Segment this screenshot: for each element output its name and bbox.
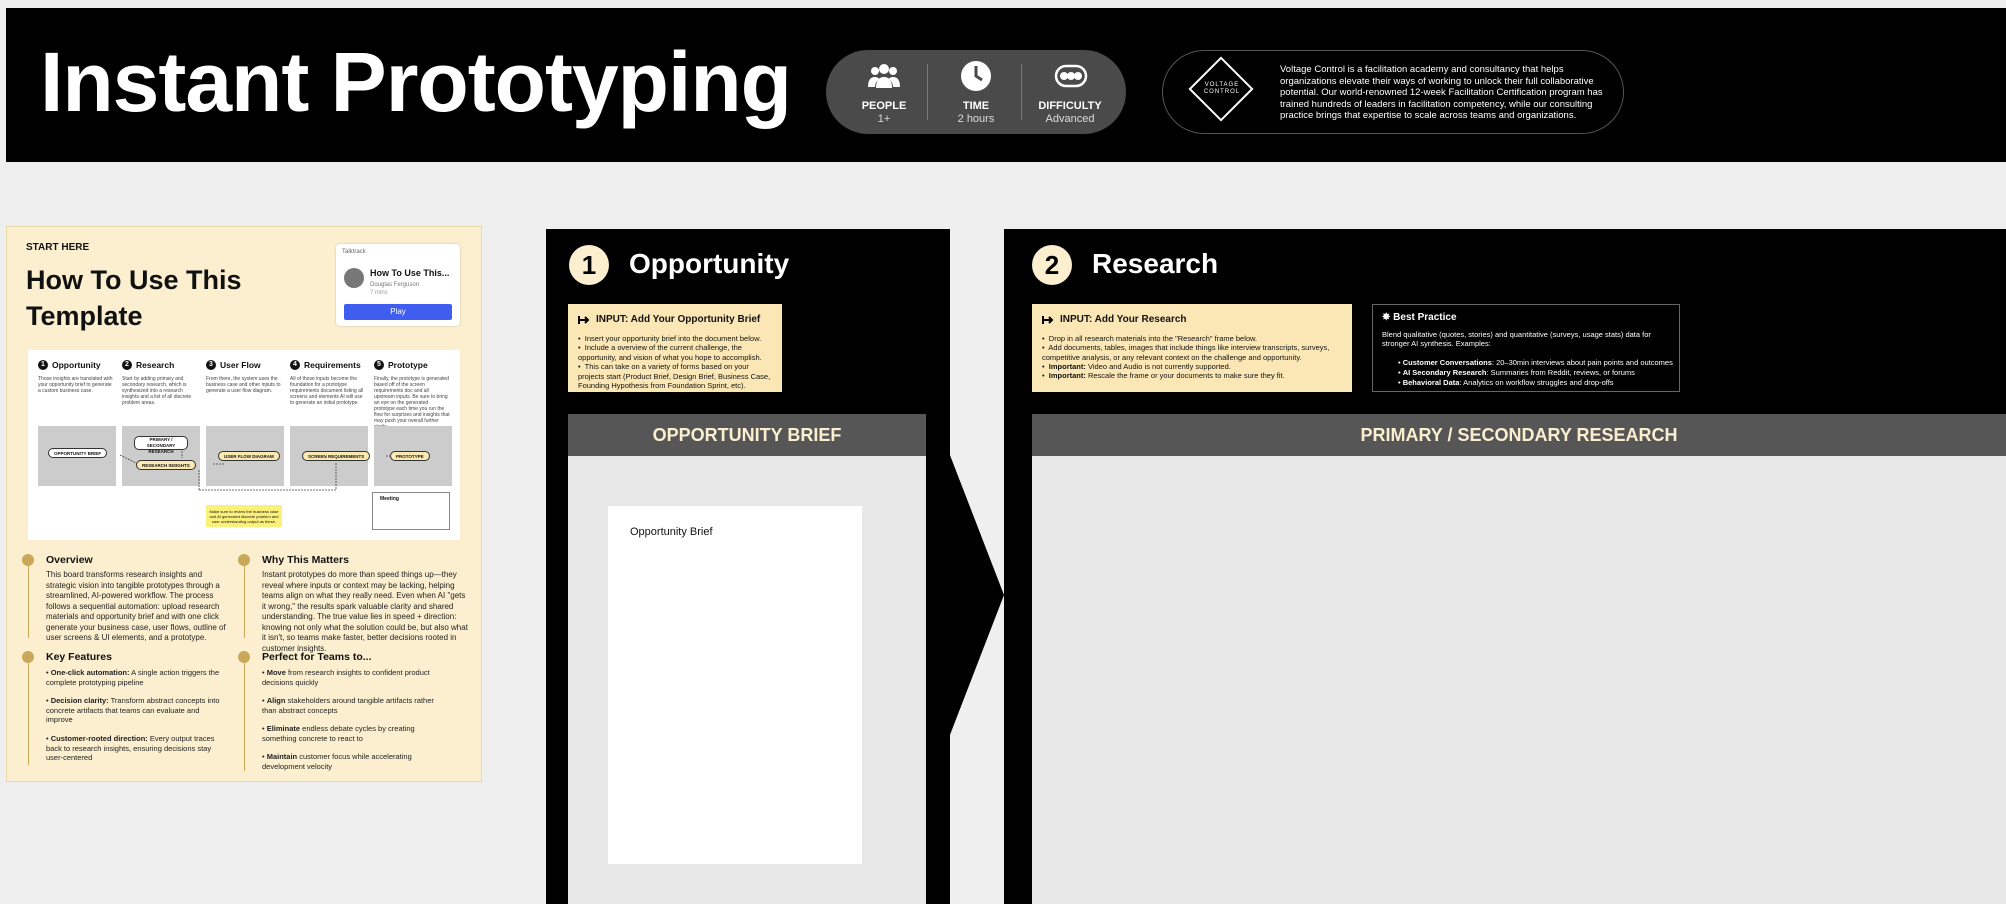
input-heading: INPUT: Add Your Opportunity Brief (578, 314, 760, 325)
input-item: • Important: Rescale the frame or your documents to make sure they fit. (1042, 371, 1285, 380)
input-item: • Important: Video and Audio is not currently supported. (1042, 362, 1231, 371)
opportunity-brief-band: OPPORTUNITY BRIEF (568, 414, 926, 456)
team-item: • Move from research insights to confident product decisions quickly (262, 668, 430, 687)
difficulty-icon (1040, 60, 1102, 92)
divider (1021, 64, 1022, 120)
time-meta (930, 50, 1022, 134)
step-opportunity: 1 Opportunity (38, 360, 101, 370)
research-title: Research (1092, 248, 1219, 279)
doc-thumbnail-title: Meeting (380, 496, 399, 502)
input-item: • Insert your opportunity brief into the document below. (578, 334, 762, 343)
step-research: 2 Research (122, 360, 174, 370)
video-title: How To Use This... (370, 268, 450, 278)
best-practice-text: Blend qualitative (quotes, stories) and quantitative (surveys, usage stats) data for stronger AI synthesis. Examples: (1382, 330, 1651, 348)
step-prototype: 5 Prototype (374, 360, 428, 370)
meta-pill (826, 50, 1126, 134)
step-desc: Finally, the prototype is generated based off of the screen requirements doc and all upstream inputs. Be sure to bring an eye on the generated prototype each time you run the flow for surprises and insights that may push your overall further (374, 376, 450, 424)
bullet-dot (22, 554, 34, 566)
feature-item: • Customer-rooted direction: Every output traces back to research insights, ensuring decisions stay user-centered (46, 734, 215, 762)
step-user-flow: 3 User Flow (206, 360, 261, 370)
flow-node: SCREEN REQUIREMENTS (302, 451, 370, 461)
input-arrow-icon (1042, 315, 1054, 325)
best-practice-item: • Customer Conversations: 20–30min interviews about pain points and outcomes (1398, 358, 1673, 367)
flow-node: PRIMARY / SECONDARY RESEARCH (134, 436, 188, 450)
features-heading: Key Features (46, 651, 112, 663)
step-number-badge: 1 (569, 245, 609, 285)
people-icon (868, 60, 900, 92)
research-band: PRIMARY / SECONDARY RESEARCH (1032, 414, 2006, 456)
flow-node: OPPORTUNITY BRIEF (48, 448, 107, 458)
time-label: TIME (962, 100, 990, 112)
research-drop-area[interactable] (1032, 456, 2006, 904)
timeline-line (244, 663, 245, 771)
people-meta (838, 50, 930, 134)
video-brand: Talktrack (342, 249, 366, 255)
input-item: • Add documents, tables, images that include things like interview transcripts, surveys, competitive analysis, or any relevant context on the challenge and opportunity. (1042, 343, 1330, 362)
how-to-title: How To Use This Template (26, 265, 242, 331)
step-requirements: 4 Requirements (290, 360, 361, 370)
overview-heading: Overview (46, 554, 93, 566)
logo-text: VOLTAGE CONTROL (1203, 82, 1241, 95)
flow-node: USER FLOW DIAGRAM (218, 451, 280, 461)
difficulty-meta (1024, 50, 1116, 134)
teams-heading: Perfect for Teams to... (262, 651, 372, 663)
timeline-line (28, 663, 29, 765)
avatar (344, 268, 364, 288)
team-item: • Align stakeholders around tangible artifacts rather than abstract concepts (262, 696, 434, 715)
why-text: Instant prototypes do more than speed things up—they reveal where inputs or context may be lacking, helping teams align on what they really need. Even when AI "gets it wrong," the results spark valuable clarity and shared understanding. The true value lies in speed + direction: knowing not only what the solution could be, but also what it isn't, so teams make faster, better decisions rooted in customer insights. (262, 570, 468, 653)
step-desc: From there, the system uses the business case and other inputs to generate a user flow diagram. (206, 376, 281, 394)
best-practice-heading: ✸ Best Practice (1382, 312, 1457, 323)
divider (927, 64, 928, 120)
team-item: • Maintain customer focus while accelerating development velocity (262, 752, 412, 771)
best-practice-item: • Behavioral Data: Analytics on workflow struggles and drop-offs (1398, 378, 1614, 387)
difficulty-value: Advanced (1045, 113, 1095, 125)
input-item: • This can take on a variety of forms based on your projects start (Product Brief, Design Brief, Business Case, Founding Hypothesis from Foundation Sprint, etc). (578, 362, 771, 390)
sparkle-icon: ✸ (1382, 312, 1391, 323)
bullet-dot (238, 554, 250, 566)
people-label: PEOPLE (861, 100, 907, 112)
team-item: • Eliminate endless debate cycles by creating something concrete to react to (262, 724, 415, 743)
time-value: 2 hours (957, 113, 995, 125)
difficulty-label: DIFFICULTY (1038, 100, 1102, 112)
feature-item: • One-click automation: A single action triggers the complete prototyping pipeline (46, 668, 220, 687)
video-author: Douglas Ferguson (370, 282, 420, 288)
play-button[interactable]: Play (344, 304, 452, 320)
timeline-line (28, 566, 29, 638)
input-item: • Drop in all research materials into the "Research" frame below. (1042, 334, 1258, 343)
step-desc: All of those inputs become the foundation for a prototype requirements document listing all screens and elements AI will use to generate an initial prototype. (290, 376, 364, 406)
clock-icon (960, 60, 992, 92)
best-practice-item: • AI Secondary Research: Summaries from Reddit, reviews, or forums (1398, 368, 1635, 377)
people-value: 1+ (877, 113, 891, 125)
video-duration: 7 mins (370, 290, 388, 296)
sticky-note: Make sure to review the business case and AI generated discrete problem and user understanding output as these. (206, 505, 282, 527)
overview-text: This board transforms research insights and strategic vision into tangible prototypes through a streamlined, AI-powered workflow. The process follows a sequential automation: upload research materials and opportunity brief and with one click generate your business case, user flows, outline of user screens & UI elements, and a prototype. (46, 570, 226, 642)
step-desc: Start by adding primary and secondary research, which is synthesized into a research insights and a list of all discrete problem areas. (122, 376, 192, 406)
flow-node: PROTOTYPE (390, 451, 430, 461)
step-desc: Those insights are translated with your opportunity brief to generate a custom business case. (38, 376, 113, 394)
input-arrow-icon (578, 315, 590, 325)
start-here-label: START HERE (26, 242, 90, 253)
flow-node: RESEARCH INSIGHTS (136, 460, 196, 470)
bullet-dot (22, 651, 34, 663)
doc-title: Opportunity Brief (630, 526, 713, 538)
opportunity-title: Opportunity (629, 248, 790, 279)
why-heading: Why This Matters (262, 554, 349, 566)
page-title: Instant Prototyping (40, 35, 791, 129)
step-number-badge: 2 (1032, 245, 1072, 285)
bullet-dot (238, 651, 250, 663)
feature-item: • Decision clarity: Transform abstract concepts into concrete artifacts that teams can evaluate and improve (46, 696, 220, 724)
input-heading: INPUT: Add Your Research (1042, 314, 1187, 325)
opportunity-brief-doc[interactable] (608, 506, 862, 864)
company-description: Voltage Control is a facilitation academy and consultancy that helps organizations elevate their ways of working to unlock their full collaborative potential. Our world-renowned 12-week Facilitation Certification program has trained hundreds of leaders in facilitation competency, while our consulting practice brings that expertise to scale across teams and organizations. (1280, 64, 1603, 121)
input-item: • Include a overview of the current challenge, the opportunity, and vision of what you hope to accomplish. (578, 343, 762, 362)
timeline-line (244, 566, 245, 638)
chevron-right-icon (948, 450, 1006, 740)
